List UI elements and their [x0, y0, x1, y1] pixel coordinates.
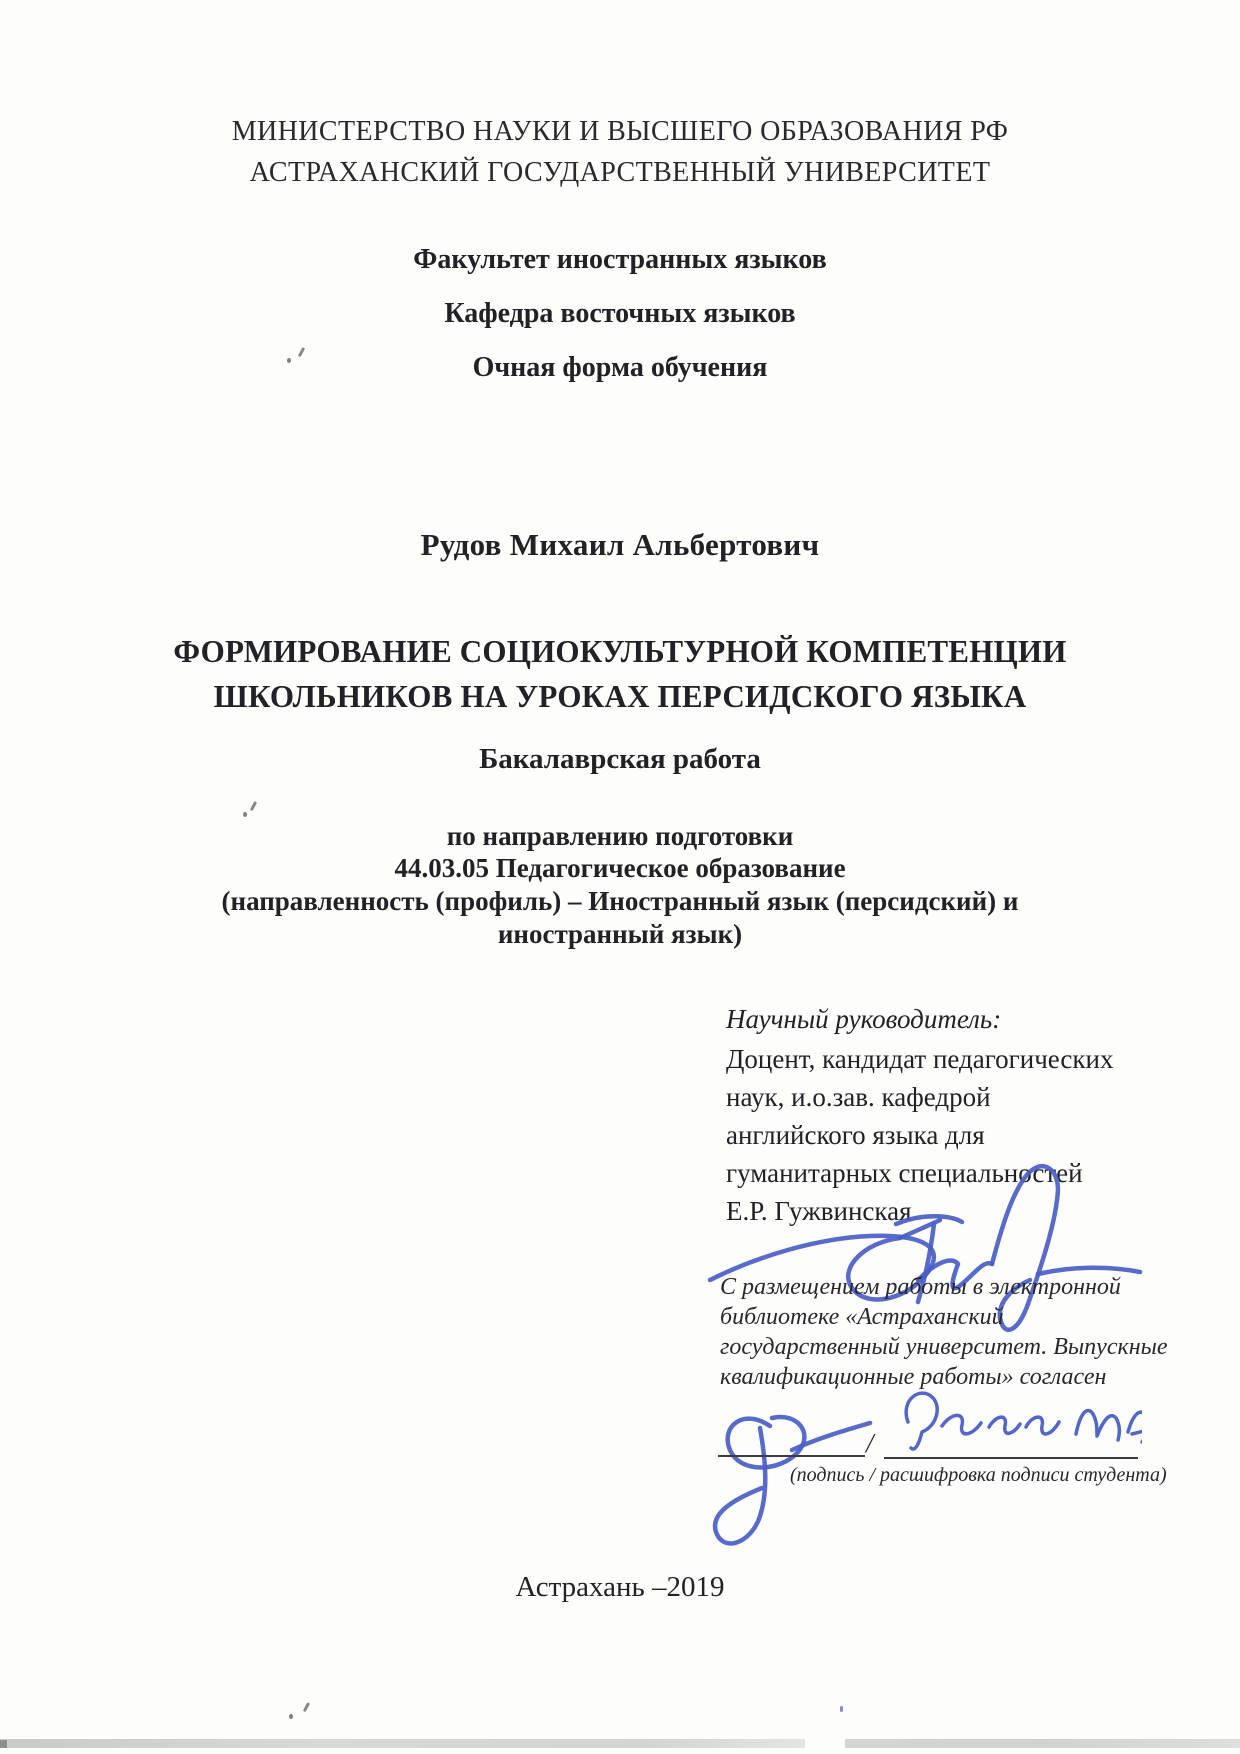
- study-form-line: Очная форма обучения: [472, 352, 768, 383]
- program-line-3: (направленность (профиль) – Иностранный язык (персидский) и: [221, 886, 1019, 916]
- supervisor-name: Е.Р. Гужвинская: [726, 1196, 912, 1226]
- program-line-1: по направлению подготовки: [446, 821, 794, 851]
- scan-edge-band: [0, 1739, 805, 1748]
- consent-line-1: С размещением работы в электронной: [720, 1274, 1121, 1300]
- ministry-line: МИНИСТЕРСТВО НАУКИ И ВЫСШЕГО ОБРАЗОВАНИЯ РФ: [231, 116, 1009, 147]
- pencil-mark: [303, 1702, 310, 1712]
- signature-line-left: [718, 1455, 865, 1457]
- scan-edge-speck: [0, 1740, 7, 1748]
- pencil-mark: [289, 1714, 293, 1719]
- footer-city-year: Астрахань –2019: [515, 1571, 725, 1603]
- signature-line-right: [884, 1457, 1138, 1459]
- signature-caption: (подпись / расшифровка подписи студента): [790, 1464, 1167, 1486]
- faculty-line: Факультет иностранных языков: [413, 244, 827, 275]
- consent-line-3: государственный университет. Выпускные: [720, 1334, 1168, 1360]
- thesis-title-line1: ФОРМИРОВАНИЕ СОЦИОКУЛЬТУРНОЙ КОМПЕТЕНЦИИ: [173, 633, 1067, 669]
- department-line: Кафедра восточных языков: [444, 298, 796, 329]
- consent-line-2: библиотеке «Астраханский: [720, 1304, 1004, 1330]
- author-name: Рудов Михаил Альбертович: [420, 527, 820, 562]
- supervisor-line-2: наук, и.о.зав. кафедрой: [726, 1082, 991, 1112]
- signature-separator: /: [866, 1428, 874, 1458]
- program-line-4: иностранный язык): [497, 919, 743, 949]
- university-line: АСТРАХАНСКИЙ ГОСУДАРСТВЕННЫЙ УНИВЕРСИТЕТ: [249, 157, 991, 188]
- supervisor-label: Научный руководитель:: [726, 1004, 1002, 1034]
- work-type-line: Бакалаврская работа: [479, 743, 761, 775]
- pencil-mark: [287, 358, 291, 363]
- consent-line-4: квалификационные работы» согласен: [720, 1364, 1107, 1390]
- scan-edge-band: [845, 1739, 1240, 1748]
- pencil-mark: [250, 801, 257, 811]
- pencil-mark: [243, 812, 247, 817]
- ink-speck: [840, 1706, 843, 1712]
- student-signature-name: [890, 1380, 1142, 1458]
- supervisor-line-3: английского языка для: [726, 1120, 985, 1150]
- thesis-title-line2: ШКОЛЬНИКОВ НА УРОКАХ ПЕРСИДСКОГО ЯЗЫКА: [213, 678, 1027, 714]
- supervisor-line-4: гуманитарных специальностей: [726, 1158, 1083, 1188]
- supervisor-line-1: Доцент, кандидат педагогических: [726, 1044, 1114, 1074]
- program-line-2: 44.03.05 Педагогическое образование: [394, 853, 846, 883]
